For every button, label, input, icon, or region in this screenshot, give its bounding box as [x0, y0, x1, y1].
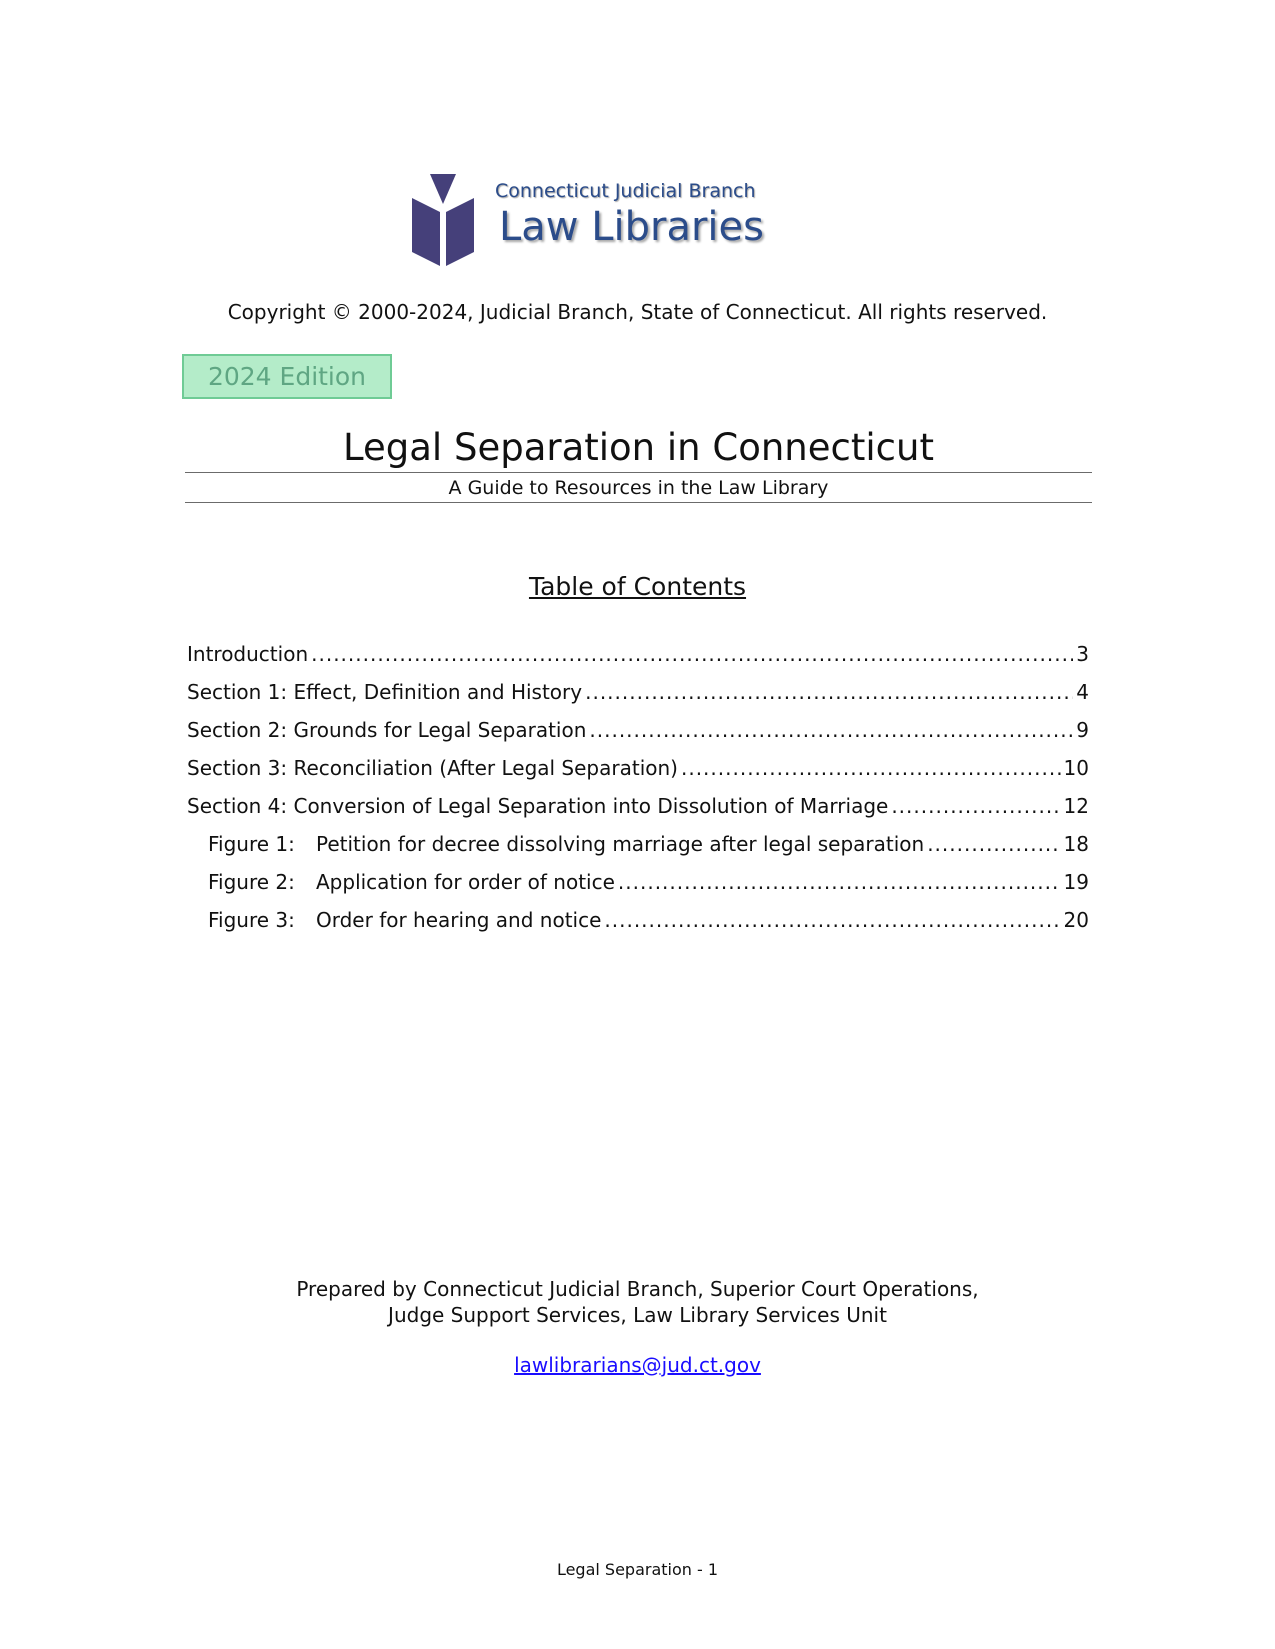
page-footer: Legal Separation - 1	[556, 1560, 719, 1579]
dot-leader	[927, 830, 1060, 858]
logo-name-line: Law Libraries	[499, 204, 764, 250]
toc-entry-page: 20	[1063, 908, 1089, 932]
toc-entry-section-4[interactable]	[187, 792, 1089, 830]
dot-leader	[311, 640, 1073, 668]
toc-entry-page: 19	[1063, 870, 1089, 894]
toc-entry-page: 12	[1063, 794, 1089, 818]
prepared-by	[0, 1276, 1275, 1328]
table-of-contents	[187, 640, 1089, 944]
toc-entry-label: Section 4: Conversion of Legal Separation into Dissolution of Marriage	[187, 794, 889, 818]
edition-badge: 2024 Edition	[182, 354, 392, 399]
prepared-by-line-1: Prepared by Connecticut Judicial Branch, Superior Court Operations,	[296, 1277, 979, 1301]
toc-entry-page: 3	[1076, 642, 1089, 666]
page-title: Legal Separation in Connecticut	[343, 426, 934, 469]
copyright-notice: Copyright © 2000-2024, Judicial Branch, State of Connecticut. All rights reserved.	[227, 300, 1048, 324]
figure-number: Figure 3:	[208, 908, 295, 932]
toc-entry-figure-3[interactable]	[187, 906, 1089, 944]
toc-entry-label: Application for order of notice	[316, 870, 615, 894]
dot-leader	[589, 716, 1073, 744]
title-divider	[185, 472, 1092, 473]
toc-entry-label: Section 2: Grounds for Legal Separation	[187, 718, 587, 742]
toc-entry-section-1[interactable]	[187, 678, 1089, 716]
toc-entry-figure-2[interactable]	[187, 868, 1089, 906]
toc-entry-page: 4	[1076, 680, 1089, 704]
toc-entry-label: Order for hearing and notice	[316, 908, 602, 932]
dot-leader	[604, 906, 1060, 934]
law-libraries-logo	[412, 174, 792, 266]
toc-entry-section-2[interactable]	[187, 716, 1089, 754]
prepared-by-line-2: Judge Support Services, Law Library Services Unit	[388, 1303, 887, 1327]
toc-entry-section-3[interactable]	[187, 754, 1089, 792]
toc-entry-label: Section 3: Reconciliation (After Legal Separation)	[187, 756, 678, 780]
toc-heading: Table of Contents	[528, 572, 747, 601]
page-subtitle: A Guide to Resources in the Law Library	[448, 477, 829, 499]
figure-number: Figure 2:	[208, 870, 295, 894]
logo-org-line: Connecticut Judicial Branch	[495, 180, 756, 202]
toc-entry-page: 18	[1063, 832, 1089, 856]
dot-leader	[618, 868, 1061, 896]
open-book-icon	[412, 174, 474, 266]
toc-entry-introduction[interactable]	[187, 640, 1089, 678]
email-link[interactable]: lawlibrarians@jud.ct.gov	[514, 1353, 761, 1377]
toc-entry-page: 10	[1063, 756, 1089, 780]
toc-entry-label: Introduction	[187, 642, 309, 666]
dot-leader	[681, 754, 1061, 782]
subtitle-divider	[185, 502, 1092, 503]
dot-leader	[891, 792, 1060, 820]
figure-number: Figure 1:	[208, 832, 295, 856]
toc-entry-page: 9	[1076, 718, 1089, 742]
contact-email	[0, 1353, 1275, 1377]
toc-entry-figure-1[interactable]	[187, 830, 1089, 868]
dot-leader	[585, 678, 1073, 706]
toc-entry-label: Section 1: Effect, Definition and History	[187, 680, 583, 704]
toc-entry-label: Petition for decree dissolving marriage after legal separation	[316, 832, 925, 856]
